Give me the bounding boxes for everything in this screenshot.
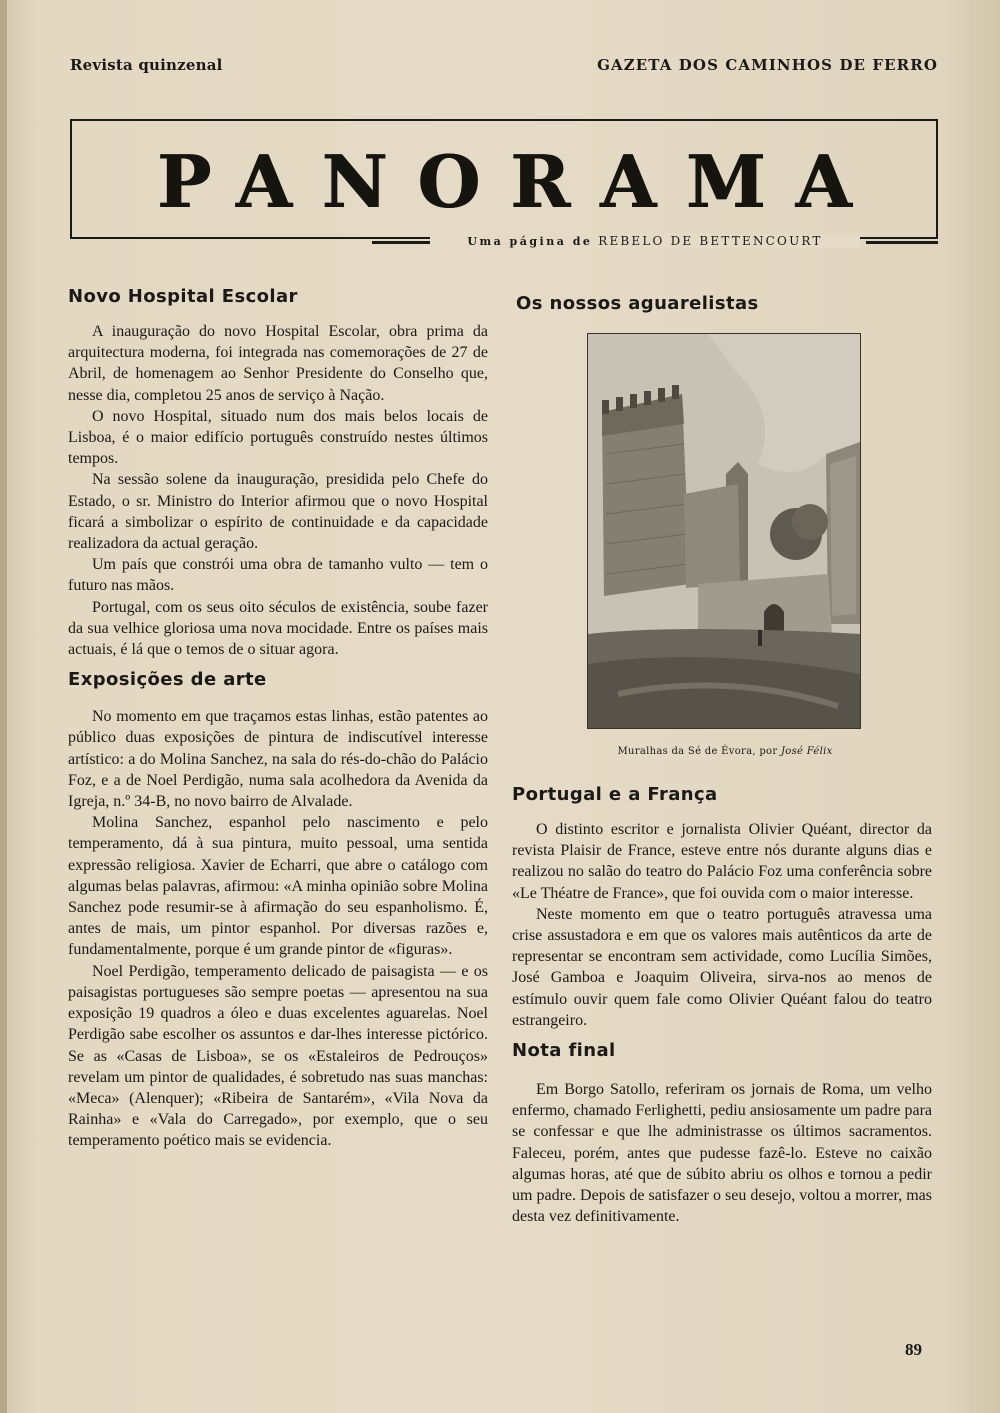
caption-text: Muralhas da Sé de Évora, por xyxy=(617,746,778,757)
paragraph: A inauguração do novo Hospital Escolar, obra prima da arquitectura moderna, foi integrada nas comemorações de 27 de Abril, de homenagem ao Senhor Presidente do Conselho que, nesse dia, completou 25 anos de serviço à Nação. xyxy=(68,323,488,404)
section-title-hospital: Novo Hospital Escolar xyxy=(68,286,298,307)
watercolor-drawing xyxy=(588,334,860,728)
section-title-nota: Nota final xyxy=(512,1040,616,1062)
paragraph: Molina Sanchez, espanhol pelo nascimento e pelo temperamento, dá à sua pintura, muito pessoal, uma sentida expressão religiosa. Xavier de Echarri, que abre o catálogo com algumas belas palavras, afirmou: «A minha opinião sobre Molina Sanchez pode resumir-se à afirmação do seu espanholismo. É, antes de mais, um pintor espanhol. Por diversas razões e, fundamentalmente, porque é um grande pintor de «figuras». xyxy=(68,814,488,959)
section-body-exposicoes xyxy=(68,706,488,1151)
caption-author: José Félix xyxy=(780,746,833,757)
paragraph: Na sessão solene da inauguração, presidida pelo Chefe do Estado, o sr. Ministro do Interior afirmou que o novo Hospital ficará a simbolizar o espírito de continuidade e da capacidade realizadora da actual geração. xyxy=(68,471,488,553)
page-edge xyxy=(0,0,7,1413)
paragraph: Noel Perdigão, temperamento delicado de paisagista — e os paisagistas portugueses são sempre poetas — apresentou na sua exposição 19 quadros a óleo e duas excelentes aguarelas. Noel Perdigão sabe escolher os assuntos e dar-lhes interesse pictórico. Se as «Casas de Lisboa», se os «Estaleiros de Pedrouços» revelam um pintor de qualidades, é sobretudo nas suas manchas: «Meca» (Alenquer); «Ribeira de Santarém», «Vila Nova da Rainha» e «Vala do Carregado», por exemplo, que o seu temperamento poético mais se evidencia. xyxy=(68,962,488,1150)
paragraph: Em Borgo Satollo, referiram os jornais de Roma, um velho enfermo, chamado Ferlighetti, pediu ansiosamente um padre para se confessar e que lhe administrasse os últimos sacramentos. Faleceu, porém, antes que pudesse fazê-lo. Esteve no caixão algumas horas, até que de súbito abriu os olhos e tornou a pedir um padre. Depois de satisfazer o seu desejo, voltou a morrer, mas desta vez definitivamente. xyxy=(512,1081,932,1226)
section-title-exposicoes: Exposições de arte xyxy=(68,669,267,691)
left-column xyxy=(68,286,488,1152)
paragraph: Portugal, com os seus oito séculos de existência, soube fazer da sua velhice gloriosa uma nova mocidade. Entre os países mais actuais, é lá que o temos de o situar agora. xyxy=(68,598,488,659)
section-body-hospital xyxy=(68,321,488,660)
masthead-title: PANORAMA xyxy=(156,139,882,224)
byline-row xyxy=(70,234,938,250)
right-column-lower xyxy=(512,784,932,1227)
paragraph: O distinto escritor e jornalista Olivier Quéant, director da revista Plaisir de France, esteve entre nós durante alguns dias e realizou no salão do teatro do Palácio Foz uma conferência sobre «Le Théatre de France», que foi ouvida com o maior interesse. xyxy=(512,821,932,902)
byline-prefix: Uma página de xyxy=(467,235,593,248)
byline-rule-right xyxy=(866,241,938,244)
masthead-box xyxy=(70,119,938,239)
watercolor-illustration xyxy=(587,333,861,729)
paragraph: Um país que constrói uma obra de tamanho vulto — tem o futuro nas mãos. xyxy=(68,556,488,595)
paragraph: O novo Hospital, situado num dos mais belos locais de Lisboa, é o maior edifício português construído nestes últimos tempos. xyxy=(68,407,488,468)
header-periodicity: Revista quinzenal xyxy=(70,56,223,74)
byline xyxy=(430,234,860,248)
paragraph: No momento em que traçamos estas linhas, estão patentes ao público duas exposições de pintura de indiscutível interesse artístico: a do Molina Sanchez, na sala do rés-do-chão do Palácio Foz, e a de Noel Perdigão, numa sala acolhedora da Avenida da Igreja, n.º 34-B, no novo bairro de Alvalade. xyxy=(68,708,488,811)
section-title-franca: Portugal e a França xyxy=(512,784,718,805)
page-number: 89 xyxy=(905,1340,922,1359)
paragraph: Neste momento em que o teatro português atravessa uma crise assustadora e em que os valores mais autênticos da arte de representar se encontram sem actividade, como Lucília Simões, José Gamboa e Joaquim Oliveira, sirva-nos ao menos de estímulo ouvir quem fale como Olivier Quéant falou do teatro estrangeiro. xyxy=(512,905,932,1029)
section-title-aguarelistas: Os nossos aguarelistas xyxy=(516,293,759,314)
header-publication-title: GAZETA DOS CAMINHOS DE FERRO xyxy=(597,56,938,74)
byline-author: REBELO DE BETTENCOURT xyxy=(598,234,823,248)
section-body-franca xyxy=(512,819,932,1031)
byline-rule-left xyxy=(372,241,432,244)
figure-caption xyxy=(560,746,890,757)
section-body-nota xyxy=(512,1079,932,1227)
